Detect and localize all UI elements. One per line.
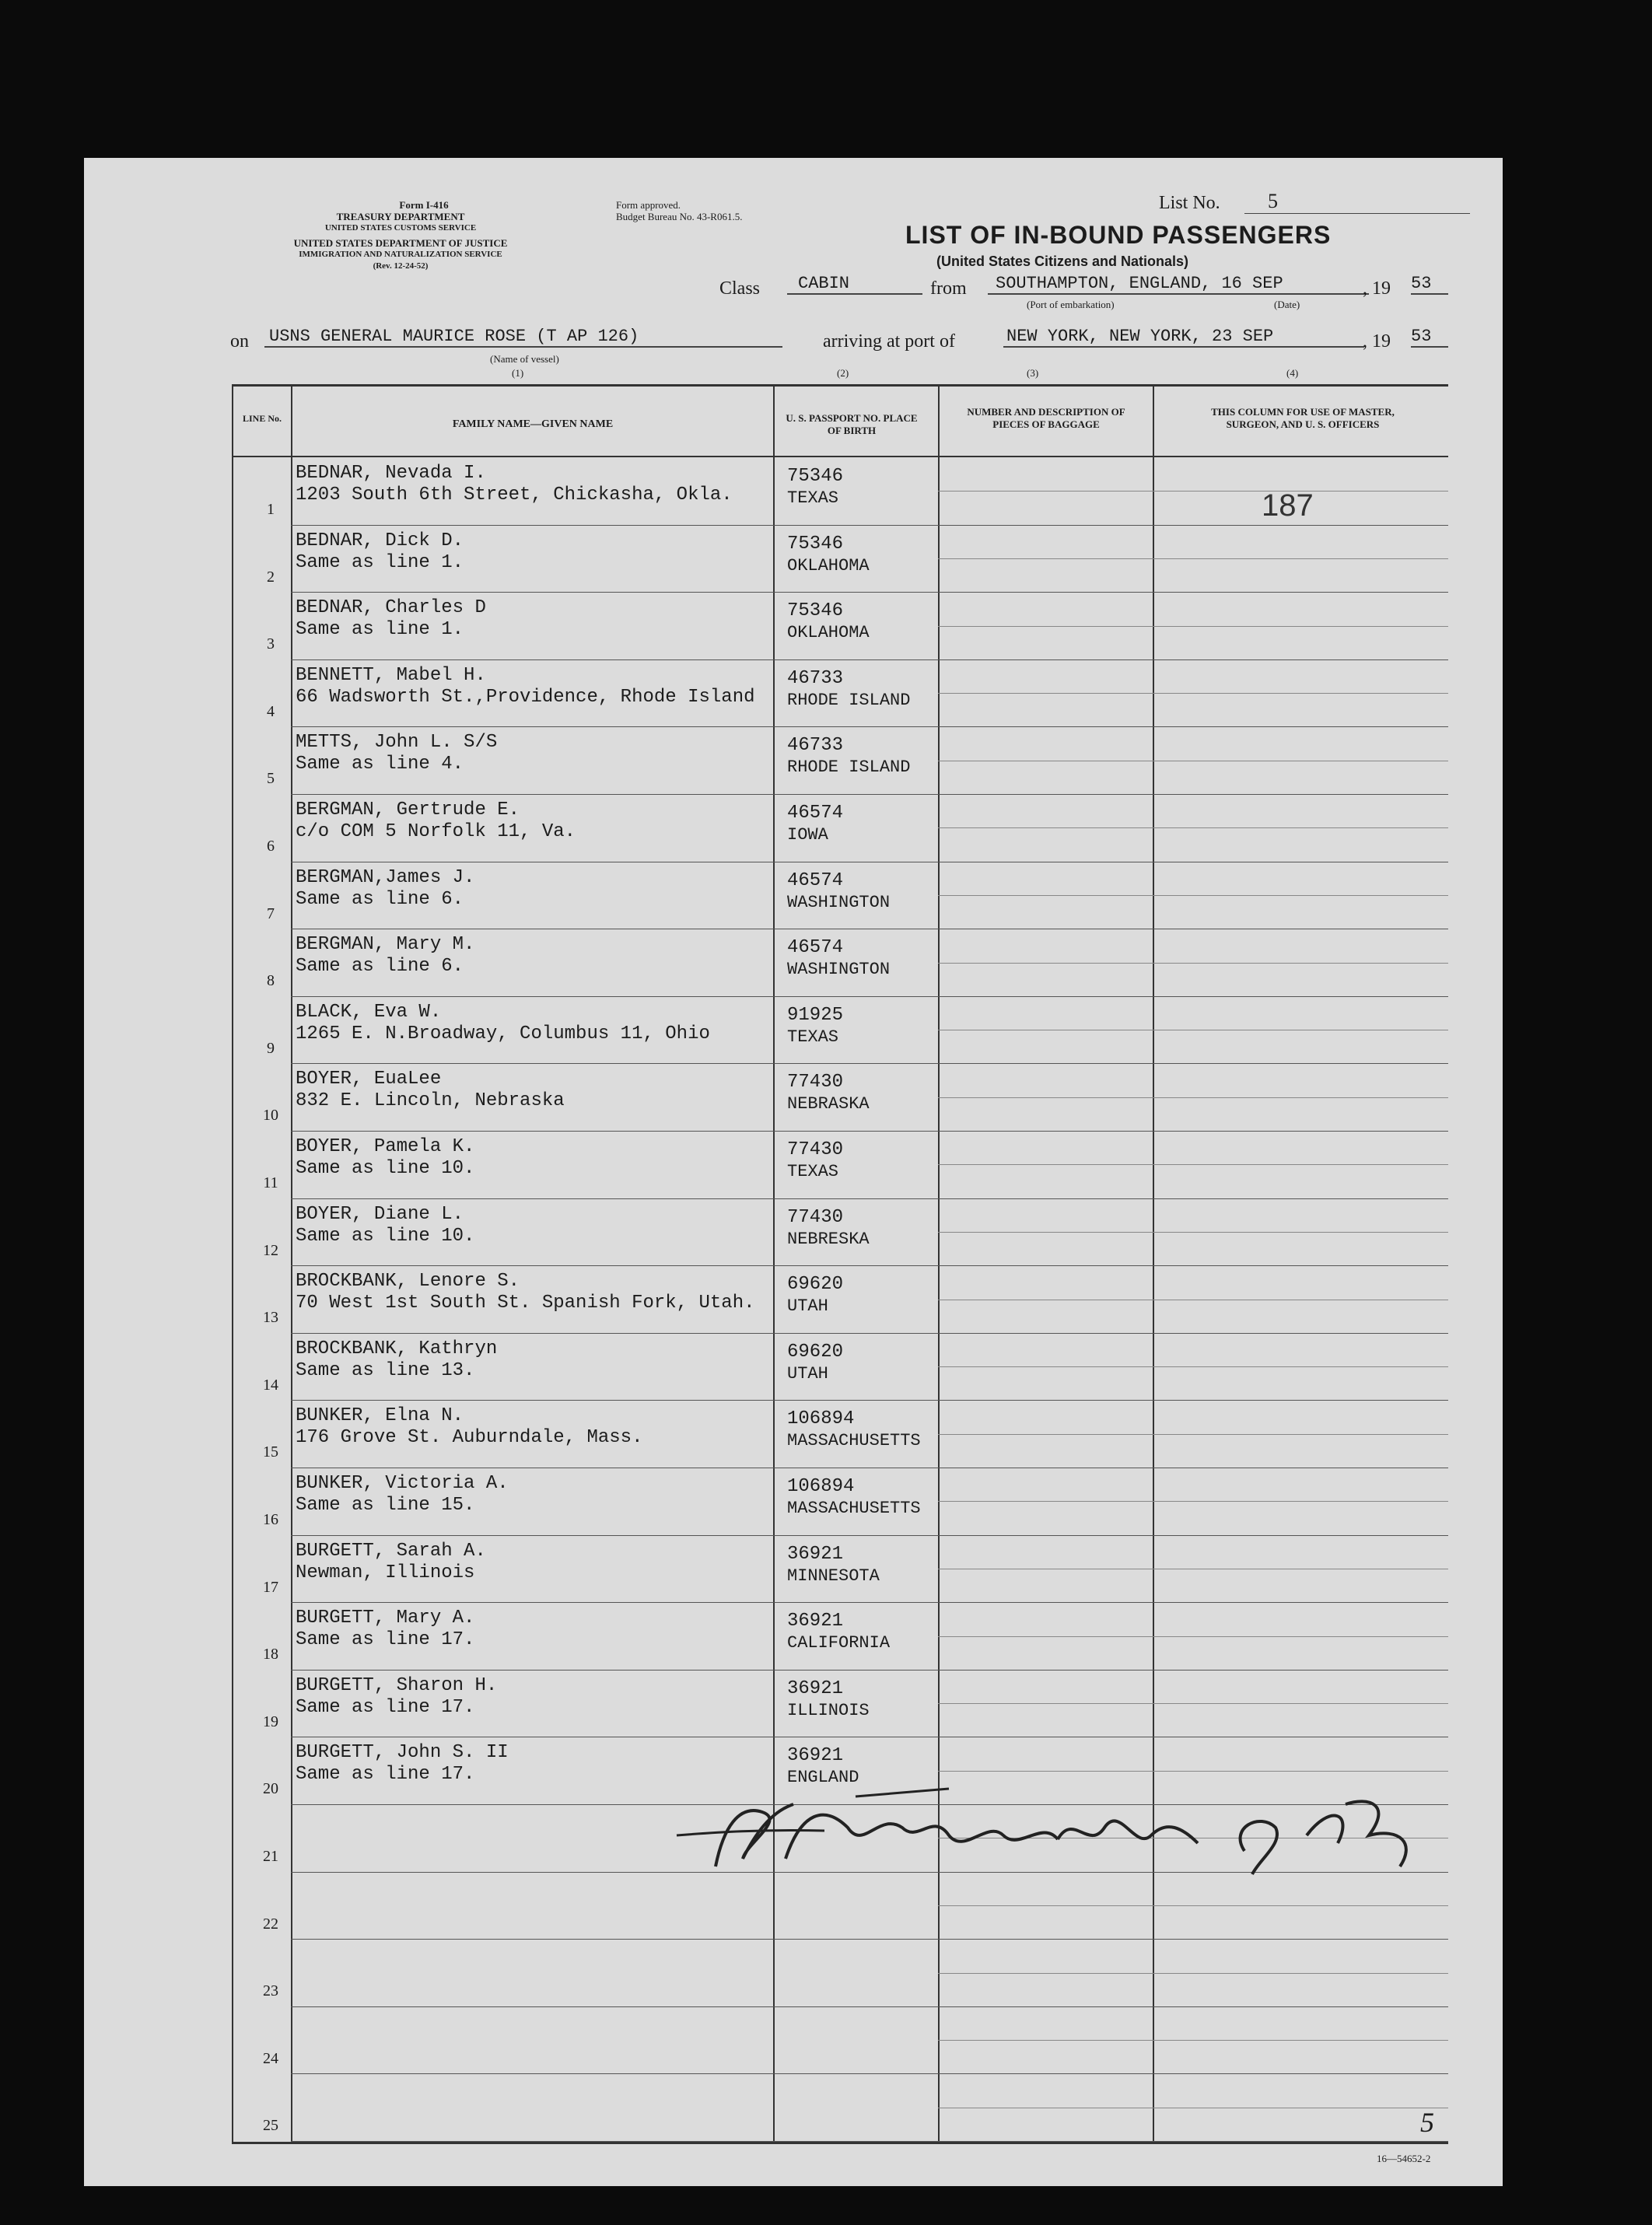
revision: (Rev. 12-24-52) — [373, 261, 429, 271]
passenger-name: BUNKER, Victoria A. — [296, 1473, 509, 1494]
row-line-number: 20 — [263, 1780, 278, 1798]
passenger-name: BOYER, EuaLee — [296, 1069, 442, 1090]
place-of-birth: RHODE ISLAND — [787, 757, 911, 778]
page-title: LIST OF IN-BOUND PASSENGERS — [905, 221, 1332, 249]
row-line-number: 4 — [267, 702, 275, 720]
passenger-address: 70 West 1st South St. Spanish Fork, Utah. — [296, 1293, 755, 1314]
passport-number: 46574 — [787, 803, 844, 824]
passport-number: 77430 — [787, 1206, 844, 1228]
row-divider — [291, 525, 1448, 526]
passenger-address: 66 Wadsworth St.,Providence, Rhode Island — [296, 686, 755, 708]
row-midline — [938, 558, 1448, 559]
passenger-address: 176 Grove St. Auburndale, Mass. — [296, 1427, 643, 1449]
header-divider — [232, 456, 1448, 457]
officer-note: 187 — [1262, 488, 1314, 523]
row-divider — [291, 1063, 1448, 1064]
passenger-address: c/o COM 5 Norfolk 11, Va. — [296, 821, 576, 842]
row-divider — [291, 996, 1448, 997]
row-line-number: 8 — [267, 972, 275, 990]
row-line-number: 21 — [263, 1848, 278, 1865]
passport-number: 77430 — [787, 1072, 844, 1093]
column-ref-3: (3) — [1027, 367, 1039, 379]
class-label: Class — [719, 278, 761, 299]
row-midline — [938, 963, 1448, 964]
table-top-border — [232, 384, 1448, 387]
passport-number: 46733 — [787, 735, 844, 757]
header-baggage: NUMBER AND DESCRIPTION OF PIECES OF BAGGAGE — [967, 406, 1125, 430]
row-line-number: 15 — [263, 1443, 278, 1461]
row-divider — [291, 2006, 1448, 2007]
row-midline — [938, 827, 1448, 828]
passenger-name: BERGMAN, Mary M. — [296, 934, 475, 956]
passport-number: 75346 — [787, 466, 844, 487]
passport-number: 75346 — [787, 600, 844, 622]
row-midline — [938, 693, 1448, 694]
row-line-number: 1 — [267, 501, 275, 518]
passenger-address: Same as line 17. — [296, 1629, 475, 1651]
row-line-number: 5 — [267, 770, 275, 788]
row-midline — [938, 1501, 1448, 1502]
passenger-address: Same as line 10. — [296, 1158, 475, 1179]
row-divider — [291, 1265, 1448, 1266]
passenger-address: Same as line 15. — [296, 1495, 475, 1516]
row-line-number: 10 — [263, 1107, 278, 1125]
passport-number: 46574 — [787, 869, 844, 891]
row-divider — [291, 1333, 1448, 1334]
row-line-number: 7 — [267, 904, 275, 922]
place-of-birth: RHODE ISLAND — [787, 690, 911, 710]
passenger-name: BEDNAR, Nevada I. — [296, 463, 486, 484]
arriving-label: arriving at port of — [823, 331, 955, 352]
passenger-name: BROCKBANK, Lenore S. — [296, 1271, 520, 1293]
passenger-address: Same as line 1. — [296, 619, 464, 641]
passenger-name: BLACK, Eva W. — [296, 1001, 442, 1023]
place-of-birth: NEBRESKA — [787, 1229, 870, 1249]
year2-prefix: , 19 — [1363, 331, 1391, 352]
row-line-number: 18 — [263, 1646, 278, 1664]
header-officers: THIS COLUMN FOR USE OF MASTER, SURGEON, AND U. S. OFFICERS — [1211, 406, 1395, 430]
row-midline — [938, 1771, 1448, 1772]
customs-service: UNITED STATES CUSTOMS SERVICE — [324, 223, 477, 233]
form-approval — [616, 199, 742, 222]
signature-scrawl — [669, 1781, 1447, 1882]
place-of-birth: TEXAS — [787, 1162, 839, 1181]
passenger-name: BOYER, Diane L. — [296, 1203, 464, 1225]
row-midline — [938, 2040, 1448, 2041]
date-caption: (Date) — [1274, 299, 1300, 310]
place-of-birth: OKLAHOMA — [787, 623, 870, 643]
row-midline — [938, 895, 1448, 896]
passenger-address: Same as line 6. — [296, 888, 464, 910]
row-line-number: 9 — [267, 1039, 275, 1057]
place-of-birth: TEXAS — [787, 1027, 839, 1047]
row-divider — [291, 592, 1448, 593]
ins-service: IMMIGRATION AND NATURALIZATION SERVICE — [299, 250, 502, 259]
from-label: from — [930, 278, 967, 299]
row-midline — [938, 626, 1448, 627]
row-line-number: 25 — [263, 2117, 278, 2135]
dept-justice: UNITED STATES DEPARTMENT OF JUSTICE — [293, 237, 508, 249]
from-value: SOUTHAMPTON, ENGLAND, 16 SEP — [988, 274, 1369, 295]
place-of-birth: ILLINOIS — [787, 1700, 870, 1720]
column-ref-2: (2) — [837, 367, 849, 379]
form-number: Form I-416 — [399, 199, 449, 211]
approved-text: Form approved. — [616, 199, 681, 211]
passenger-name: BOYER, Pamela K. — [296, 1136, 475, 1157]
passenger-address: Same as line 1. — [296, 551, 464, 573]
row-midline — [938, 1434, 1448, 1435]
row-divider — [291, 726, 1448, 727]
passenger-address: Same as line 13. — [296, 1359, 475, 1381]
place-of-birth: MINNESOTA — [787, 1566, 880, 1586]
row-midline — [938, 1232, 1448, 1233]
passport-number: 36921 — [787, 1677, 844, 1699]
passenger-name: BURGETT, John S. II — [296, 1742, 509, 1764]
passenger-name: BROCKBANK, Kathryn — [296, 1338, 498, 1359]
row-line-number: 3 — [267, 635, 275, 653]
row-midline — [938, 1973, 1448, 1974]
passenger-address: Same as line 10. — [296, 1225, 475, 1247]
vessel-name: USNS GENERAL MAURICE ROSE (T AP 126) — [264, 327, 782, 348]
passport-number: 69620 — [787, 1341, 844, 1363]
passenger-address: Same as line 17. — [296, 1764, 475, 1786]
row-divider — [291, 2073, 1448, 2074]
passport-number: 36921 — [787, 1745, 844, 1767]
table-left-border — [232, 384, 233, 2143]
passenger-name: BENNETT, Mabel H. — [296, 664, 486, 686]
class-value: CABIN — [787, 274, 922, 295]
row-divider — [291, 794, 1448, 795]
passenger-name: BERGMAN, Gertrude E. — [296, 799, 520, 820]
column-ref-4: (4) — [1286, 367, 1299, 379]
row-line-number: 22 — [263, 1915, 278, 1933]
passenger-address: Same as line 6. — [296, 956, 464, 978]
place-of-birth: IOWA — [787, 825, 828, 845]
header-line-no: LINE No. — [242, 413, 282, 424]
row-midline — [938, 491, 1448, 492]
place-of-birth: UTAH — [787, 1296, 828, 1317]
corner-mark: 5 — [1420, 2107, 1434, 2138]
form-header-left — [226, 199, 576, 272]
row-divider — [291, 1198, 1448, 1199]
row-midline — [938, 1366, 1448, 1367]
place-of-birth: UTAH — [787, 1363, 828, 1384]
passport-number: 69620 — [787, 1274, 844, 1296]
place-of-birth: NEBRASKA — [787, 1094, 870, 1114]
passenger-address: Newman, Illinois — [296, 1562, 475, 1583]
col-divider-line — [291, 384, 292, 2143]
dept-treasury: TREASURY DEPARTMENT — [336, 211, 465, 222]
passenger-name: BEDNAR, Charles D — [296, 597, 486, 619]
place-of-birth: WASHINGTON — [787, 960, 891, 980]
row-line-number: 16 — [263, 1511, 278, 1528]
row-midline — [938, 1636, 1448, 1637]
header-passport: U. S. PASSPORT NO. PLACE OF BIRTH — [786, 412, 918, 436]
row-line-number: 14 — [263, 1376, 278, 1394]
passport-number: 46733 — [787, 667, 844, 689]
place-of-birth: MASSACHUSETTS — [787, 1499, 921, 1518]
passenger-name: BURGETT, Mary A. — [296, 1608, 475, 1629]
row-midline — [938, 1097, 1448, 1098]
passenger-name: BURGETT, Sharon H. — [296, 1674, 498, 1696]
year2-value: 53 — [1411, 327, 1448, 348]
row-midline — [938, 1905, 1448, 1906]
place-of-birth: TEXAS — [787, 488, 839, 508]
passenger-name: BEDNAR, Dick D. — [296, 530, 464, 551]
place-of-birth: WASHINGTON — [787, 892, 891, 912]
vessel-caption: (Name of vessel) — [490, 353, 559, 365]
row-divider — [291, 659, 1448, 660]
passenger-name: BURGETT, Sarah A. — [296, 1540, 486, 1562]
table-bottom-border — [232, 2142, 1448, 2144]
passenger-address: Same as line 17. — [296, 1696, 475, 1718]
row-line-number: 11 — [263, 1174, 278, 1191]
footer-code: 16—54652-2 — [1377, 2153, 1431, 2164]
passport-number: 77430 — [787, 1139, 844, 1160]
page-subtitle: (United States Citizens and Nationals) — [936, 254, 1189, 269]
row-line-number: 19 — [263, 1712, 278, 1730]
arrival-port: NEW YORK, NEW YORK, 23 SEP — [1003, 327, 1364, 348]
row-divider — [291, 1535, 1448, 1536]
place-of-birth: ENGLAND — [787, 1768, 859, 1788]
passport-number: 106894 — [787, 1408, 855, 1430]
place-of-birth: CALIFORNIA — [787, 1633, 891, 1653]
year1-prefix: , 19 — [1363, 278, 1391, 299]
place-of-birth: OKLAHOMA — [787, 555, 870, 575]
list-number: 5 — [1244, 190, 1470, 214]
passenger-name: METTS, John L. S/S — [296, 732, 498, 754]
passport-number: 106894 — [787, 1476, 855, 1497]
passport-number: 91925 — [787, 1004, 844, 1026]
header-name: FAMILY NAME—GIVEN NAME — [452, 418, 614, 430]
passport-number: 36921 — [787, 1611, 844, 1632]
row-line-number: 23 — [263, 1982, 278, 2000]
row-line-number: 24 — [263, 2049, 278, 2067]
row-line-number: 6 — [267, 838, 275, 855]
row-divider — [291, 1939, 1448, 1940]
passenger-address: 1203 South 6th Street, Chickasha, Okla. — [296, 485, 733, 506]
port-embarkation-caption: (Port of embarkation) — [1027, 299, 1115, 310]
column-ref-1: (1) — [512, 367, 524, 379]
row-midline — [938, 1164, 1448, 1165]
row-divider — [291, 1400, 1448, 1401]
row-line-number: 17 — [263, 1578, 278, 1596]
passport-number: 75346 — [787, 533, 844, 555]
budget-text: Budget Bureau No. 43-R061.5. — [616, 211, 743, 222]
on-label: on — [230, 331, 249, 352]
row-midline — [938, 1703, 1448, 1704]
row-divider — [291, 2141, 1448, 2142]
passenger-name: BUNKER, Elna N. — [296, 1405, 464, 1427]
passenger-address: Same as line 4. — [296, 754, 464, 775]
place-of-birth: MASSACHUSETTS — [787, 1431, 921, 1451]
row-divider — [291, 1602, 1448, 1603]
passport-number: 46574 — [787, 937, 844, 959]
row-line-number: 12 — [263, 1241, 278, 1259]
row-divider — [291, 1131, 1448, 1132]
passenger-address: 1265 E. N.Broadway, Columbus 11, Ohio — [296, 1023, 710, 1044]
passenger-address: 832 E. Lincoln, Nebraska — [296, 1090, 565, 1112]
row-line-number: 13 — [263, 1309, 278, 1327]
passport-number: 36921 — [787, 1543, 844, 1565]
list-number-label: List No. — [1159, 193, 1220, 213]
row-line-number: 2 — [267, 568, 275, 586]
passenger-name: BERGMAN,James J. — [296, 866, 475, 888]
year1-value: 53 — [1411, 274, 1448, 295]
